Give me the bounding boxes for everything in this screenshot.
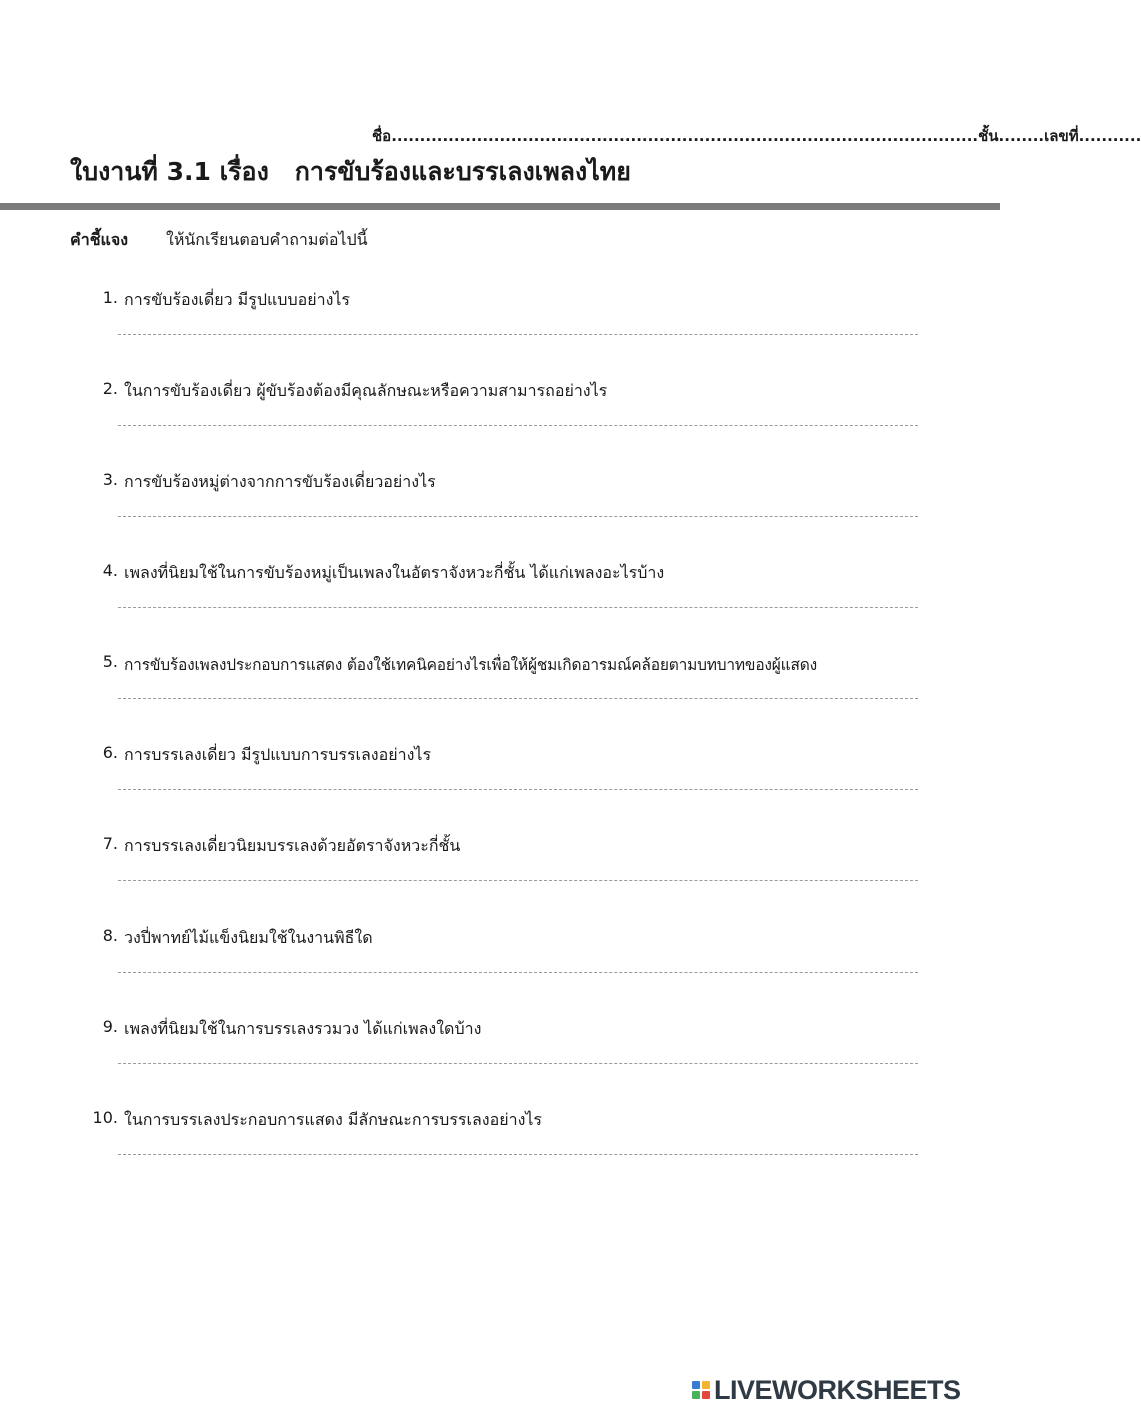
question-text: ในการขับร้องเดี่ยว ผู้ขับร้องต้องมีคุณลักษณะหรือความสามารถอย่างไร — [124, 381, 608, 400]
question-number: 5. — [102, 652, 118, 671]
worksheet-number: ใบงานที่ 3.1 เรื่อง — [70, 157, 269, 186]
question-number: 9. — [102, 1017, 118, 1036]
answer-line-2[interactable] — [118, 425, 918, 426]
question-number: 1. — [102, 288, 118, 307]
question-text: เพลงที่นิยมใช้ในการบรรเลงรวมวง ได้แก่เพลงใดบ้าง — [124, 1019, 482, 1038]
question-text: เพลงที่นิยมใช้ในการขับร้องหมู่เป็นเพลงในอัตราจังหวะกี่ชั้น ได้แก่เพลงอะไรบ้าง — [124, 563, 665, 582]
question-9 — [80, 1017, 920, 1042]
instructions — [70, 228, 368, 253]
answer-line-5[interactable] — [118, 698, 918, 699]
question-number: 4. — [102, 561, 118, 580]
question-number: 8. — [102, 926, 118, 945]
question-4 — [80, 561, 920, 586]
worksheet-topic: การขับร้องและบรรเลงเพลงไทย — [294, 157, 631, 186]
answer-line-8[interactable] — [118, 972, 918, 973]
answer-line-1[interactable] — [118, 334, 918, 335]
question-number: 2. — [102, 379, 118, 398]
question-text: การบรรเลงเดี่ยว มีรูปแบบการบรรเลงอย่างไร — [124, 745, 432, 764]
question-5 — [80, 652, 920, 677]
answer-line-7[interactable] — [118, 880, 918, 881]
question-3 — [80, 470, 920, 495]
question-1 — [80, 288, 920, 313]
question-number: 10. — [92, 1108, 118, 1127]
question-text: การบรรเลงเดี่ยวนิยมบรรเลงด้วยอัตราจังหวะกี่ชั้น — [124, 836, 461, 855]
answer-line-10[interactable] — [118, 1154, 918, 1155]
question-number: 7. — [102, 834, 118, 853]
liveworksheets-logo-text: LIVEWORKSHEETS — [714, 1374, 961, 1405]
question-8 — [80, 926, 920, 951]
answer-line-4[interactable] — [118, 607, 918, 608]
question-number: 3. — [102, 470, 118, 489]
question-6 — [80, 743, 920, 768]
question-10 — [80, 1108, 920, 1133]
question-number: 6. — [102, 743, 118, 762]
question-text: วงปี่พาทย์ไม้แข็งนิยมใช้ในงานพิธีใด — [124, 928, 373, 947]
student-info-line[interactable]: ชื่อ.......................................................................................................ชั้น........เลขที่........... — [372, 127, 1141, 145]
liveworksheets-logo-icon — [692, 1381, 710, 1399]
answer-line-6[interactable] — [118, 789, 918, 790]
instructions-label: คำชี้แจง — [70, 230, 129, 249]
question-7 — [80, 834, 920, 859]
question-2 — [80, 379, 920, 404]
answer-line-9[interactable] — [118, 1063, 918, 1064]
header-divider — [0, 203, 1000, 210]
worksheet-title — [70, 152, 631, 192]
question-text: การขับร้องเดี่ยว มีรูปแบบอย่างไร — [124, 290, 351, 309]
question-text: ในการบรรเลงประกอบการแสดง มีลักษณะการบรรเลงอย่างไร — [124, 1110, 543, 1129]
instructions-text: ให้นักเรียนตอบคำถามต่อไปนี้ — [166, 230, 368, 249]
answer-line-3[interactable] — [118, 516, 918, 517]
question-text: การขับร้องหมู่ต่างจากการขับร้องเดี่ยวอย่างไร — [124, 472, 436, 491]
liveworksheets-logo — [692, 1374, 961, 1406]
question-text: การขับร้องเพลงประกอบการแสดง ต้องใช้เทคนิคอย่างไรเพื่อให้ผู้ชมเกิดอารมณ์คล้อยตามบทบาทของผู้แสดง — [124, 656, 817, 674]
